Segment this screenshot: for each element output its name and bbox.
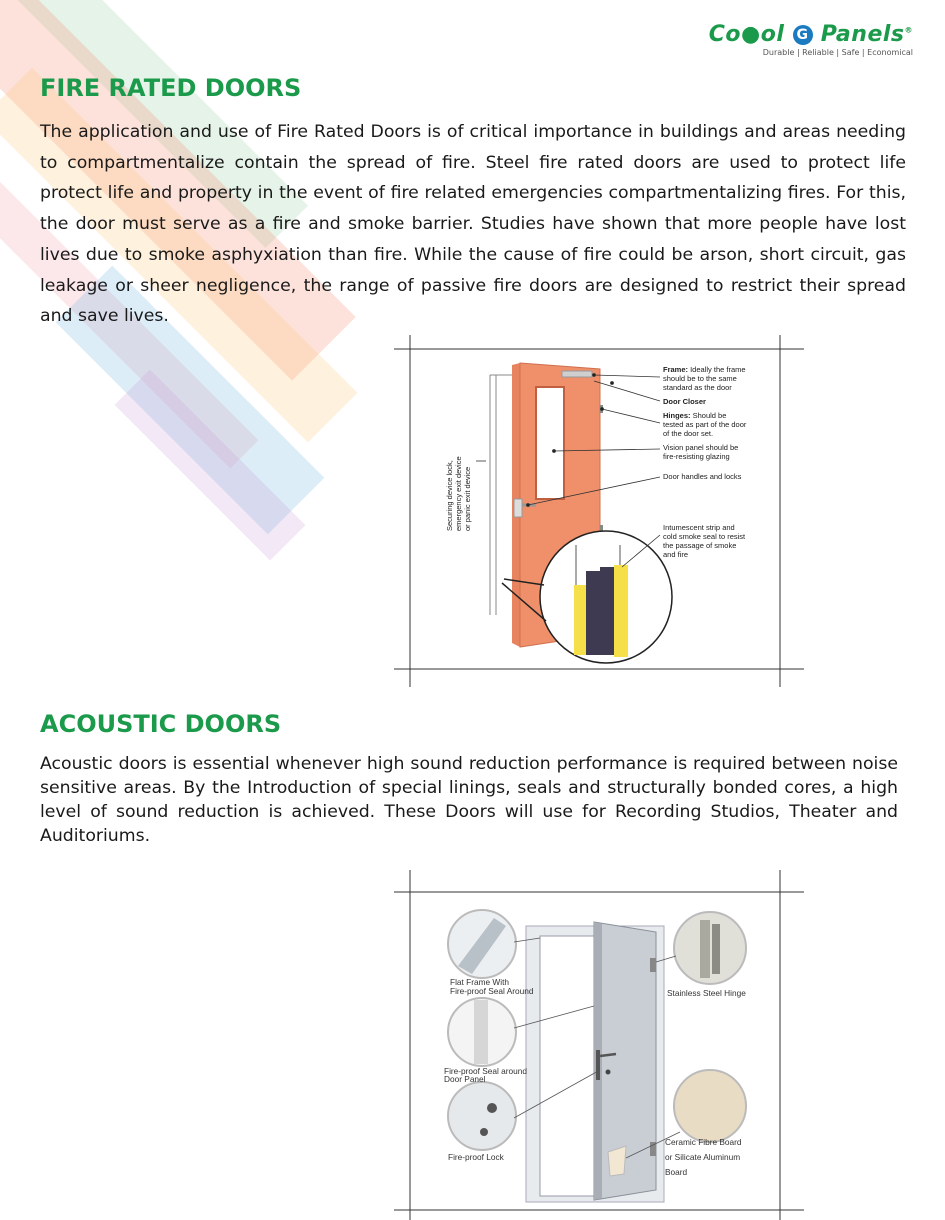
- svg-text:Frame: Ideally the frame: Frame: Ideally the frame: [663, 365, 746, 374]
- acoustic-doors-paragraph: Acoustic doors is essential whenever high sound reduction performance is required between noise sensitive areas. By the Introduction of special linings, seals and structurally bonded cores, a high level of sound reduction is achieved. These Doors will use for Recording Studios, Theater and Auditoriums.: [40, 754, 898, 846]
- door-closer: [562, 371, 592, 377]
- acoustic-doors-heading: ACOUSTIC DOORS: [40, 710, 282, 738]
- svg-text:of the door set.: of the door set.: [663, 429, 714, 438]
- svg-text:fire-resisting glazing: fire-resisting glazing: [663, 452, 730, 461]
- logo-tagline: Durable | Reliable | Safe | Economical: [762, 48, 913, 57]
- svg-text:Board: Board: [665, 1167, 688, 1177]
- logo-wordmark: Co●ol G Panels®: [708, 22, 913, 47]
- svg-text:Door Closer: Door Closer: [663, 397, 706, 406]
- svg-text:Door Panel: Door Panel: [444, 1074, 486, 1084]
- svg-text:standard as the door: standard as the door: [663, 383, 732, 392]
- vision-panel: [536, 387, 564, 499]
- svg-text:Securing device lock,: Securing device lock,: [445, 460, 454, 531]
- svg-text:the passage of smoke: the passage of smoke: [663, 541, 737, 550]
- svg-text:Stainless Steel Hinge: Stainless Steel Hinge: [667, 988, 746, 998]
- svg-text:tested as part of the door: tested as part of the door: [663, 420, 747, 429]
- svg-text:emergency exit device: emergency exit device: [454, 456, 463, 531]
- svg-text:Flat Frame With: Flat Frame With: [450, 977, 510, 987]
- board-detail: [674, 1070, 746, 1142]
- svg-text:cold smoke seal to resist: cold smoke seal to resist: [663, 532, 746, 541]
- fire-door-diagram: [394, 335, 804, 687]
- lock-detail: [448, 1082, 516, 1150]
- fire-doors-heading: FIRE RATED DOORS: [40, 74, 302, 102]
- svg-text:and fire: and fire: [663, 550, 689, 559]
- brand-logo: [709, 22, 913, 57]
- logo-g-icon: G: [793, 25, 813, 45]
- svg-text:should be to the same: should be to the same: [663, 374, 737, 383]
- svg-text:Fire-proof Seal Around: Fire-proof Seal Around: [450, 986, 534, 996]
- svg-text:Ceramic Fibre Board: Ceramic Fibre Board: [665, 1137, 742, 1147]
- svg-text:Fire-proof Lock: Fire-proof Lock: [448, 1152, 504, 1162]
- svg-text:Vision panel should be: Vision panel should be: [663, 443, 739, 452]
- acoustic-door-diagram: [394, 870, 804, 1220]
- svg-text:Fire-proof Seal around: Fire-proof Seal around: [444, 1066, 528, 1076]
- svg-text:or Silicate Aluminum: or Silicate Aluminum: [665, 1152, 741, 1162]
- svg-text:or panic exit device: or panic exit device: [463, 466, 472, 531]
- svg-text:Intumescent strip and: Intumescent strip and: [663, 523, 735, 532]
- logo-lock-icon: ●: [741, 22, 761, 47]
- svg-text:Door handles and locks: Door handles and locks: [663, 472, 742, 481]
- svg-text:Hinges: Should be: Hinges: Should be: [663, 411, 727, 420]
- fire-doors-paragraph: The application and use of Fire Rated Doors is of critical importance in buildings and areas needing to compartmentalize contain the spread of fire. Steel fire rated doors are used to protect life protect life and property in the event of fire related emergencies compartmentalizing fires. For this, the door must serve as a fire and smoke barrier. Studies have shown that more people have lost lives due to smoke asphyxiation than fire. While the cause of fire could be arson, short circuit, gas leakage or sheer negligence, the range of passive fire doors are designed to restrict their spread and save lives.: [40, 122, 906, 327]
